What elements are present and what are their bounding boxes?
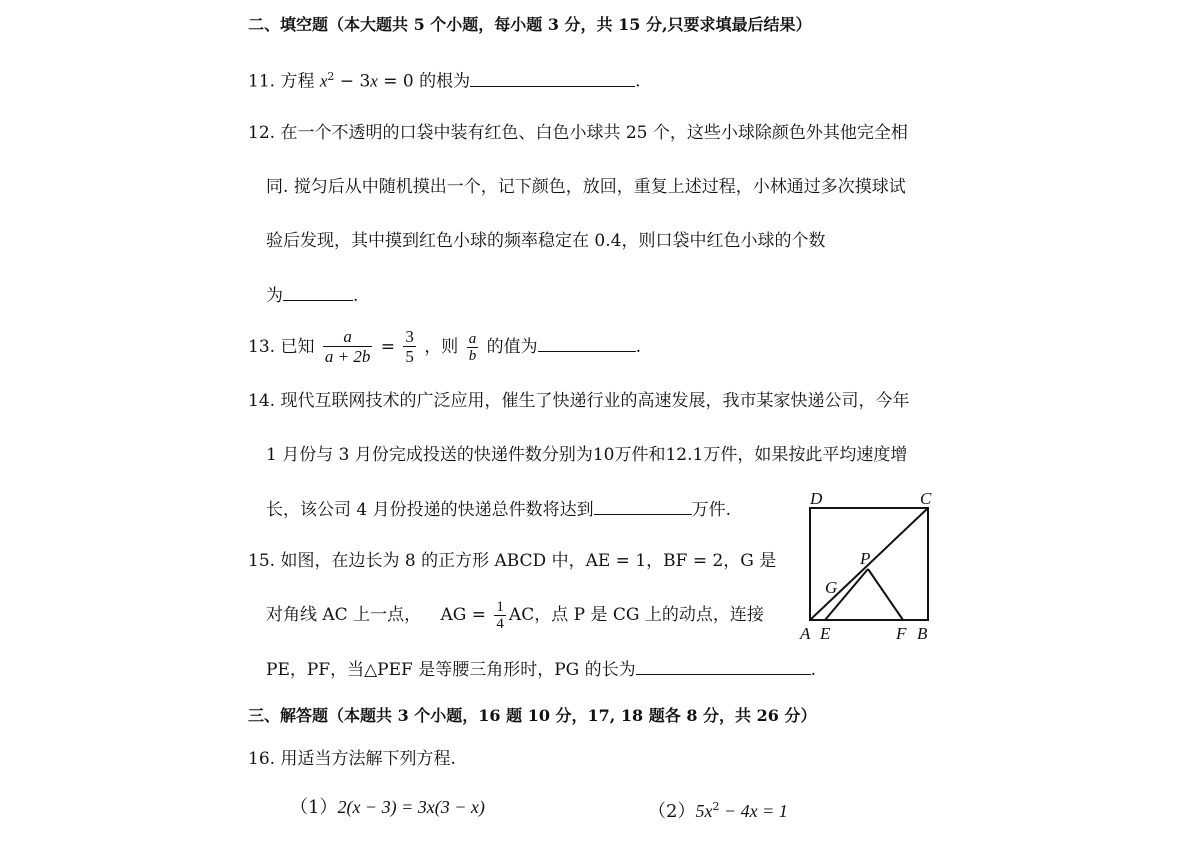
answer-blank[interactable]: [636, 658, 811, 675]
question-text: 已知: [280, 337, 315, 357]
question-12-line-1: 12. 在一个不透明的口袋中装有红色、白色小球共 25 个，这些小球除颜色外其他完全相: [248, 123, 908, 143]
answer-blank[interactable]: [470, 70, 635, 87]
question-text: ，则: [424, 337, 459, 357]
fraction: [323, 328, 372, 367]
part-label: （2）: [648, 801, 696, 822]
label-f: F: [896, 624, 907, 643]
fraction-numerator: 1: [496, 599, 504, 615]
question-16-part-2: [648, 796, 788, 823]
question-number: 13.: [248, 337, 276, 357]
equation-part: − 3: [334, 71, 371, 92]
fraction: [467, 331, 479, 364]
section-heading-solve: 三、解答题（本题共 3 个小题，16 题 10 分，17, 18 题各 8 分，共 26 分）: [248, 706, 817, 725]
question-13: [248, 320, 641, 374]
equation-exponent: 2: [327, 70, 335, 83]
question-text: 长，该公司 4 月份投递的快递总件数将达到: [266, 500, 594, 520]
period: .: [810, 660, 817, 680]
fraction-numerator: 3: [405, 327, 414, 346]
equation-variable: x: [319, 71, 328, 91]
answer-blank[interactable]: [538, 335, 636, 352]
label-b: B: [917, 624, 928, 643]
label-a: A: [800, 624, 811, 643]
equation-variable: x: [370, 71, 378, 91]
question-text: AG =: [440, 605, 487, 625]
question-15-line-3: [266, 658, 816, 681]
fraction: [403, 328, 416, 367]
question-14-line-3: [266, 498, 731, 521]
question-15-line-1: 15. 如图，在边长为 8 的正方形 ABCD 中，AE = 1，BF = 2，G 是: [248, 551, 777, 571]
question-16-part-1: [290, 796, 485, 819]
question-text: 万件.: [691, 500, 732, 520]
question-15-line-2: [266, 590, 764, 640]
question-text: 的根为: [419, 71, 471, 92]
fraction: [494, 599, 506, 632]
section-heading-fill-in: 二、填空题（本大题共 5 个小题，每小题 3 分，共 15 分,只要求填最后结果）: [248, 15, 812, 34]
question-12-line-3: 验后发现，其中摸到红色小球的频率稳定在 0.4，则口袋中红色小球的个数: [266, 231, 826, 251]
equation-exponent: 2: [712, 800, 720, 813]
period: .: [353, 286, 359, 306]
fraction-numerator: a: [343, 327, 352, 346]
equation-part: = 0: [377, 71, 414, 92]
question-text: PE，PF，当△PEF 是等腰三角形时，PG 的长为: [266, 660, 636, 680]
label-p: P: [860, 549, 871, 568]
question-text: 方程: [280, 71, 315, 92]
part-label: （1）: [290, 797, 338, 818]
question-14-line-2: 1 月份与 3 月份完成投送的快递件数分别为10万件和12.1万件，如果按此平均速度增: [266, 445, 908, 465]
fraction-numerator: a: [468, 331, 477, 347]
question-16-title: 16. 用适当方法解下列方程.: [248, 749, 456, 769]
label-c: C: [920, 489, 932, 508]
period: .: [635, 337, 642, 357]
fraction-denominator: 5: [405, 347, 414, 366]
question-12-line-2: 同. 搅匀后从中随机摸出一个，记下颜色，放回，重复上述过程，小林通过多次摸球试: [266, 177, 906, 197]
equation: − 4x = 1: [719, 801, 788, 821]
question-14-line-1: 14. 现代互联网技术的广泛应用，催生了快递行业的高速发展，我市某家快递公司，今年: [248, 391, 910, 411]
answer-blank[interactable]: [594, 498, 692, 515]
fraction-denominator: 4: [496, 616, 504, 632]
question-text: 对角线 AC 上一点，: [266, 605, 422, 625]
fraction-denominator: a + 2b: [324, 347, 371, 366]
square-geometry-figure: [798, 486, 948, 646]
fraction-denominator: b: [468, 348, 477, 364]
label-e: E: [820, 624, 831, 643]
question-text: 为: [266, 286, 283, 306]
question-text: 的值为: [486, 337, 538, 357]
question-text: AC，点 P 是 CG 上的动点，连接: [508, 605, 764, 625]
segment-pf: [868, 569, 903, 620]
equals-sign: =: [380, 337, 395, 357]
equation: 2(x − 3) = 3x(3 − x): [337, 797, 485, 817]
question-12-line-4: [266, 284, 358, 307]
question-number: 11.: [248, 71, 276, 92]
question-11: [248, 66, 641, 93]
label-d: D: [810, 489, 823, 508]
equation: 5x: [695, 801, 713, 821]
answer-blank[interactable]: [283, 284, 353, 301]
label-g: G: [825, 578, 838, 597]
period: .: [635, 71, 641, 92]
